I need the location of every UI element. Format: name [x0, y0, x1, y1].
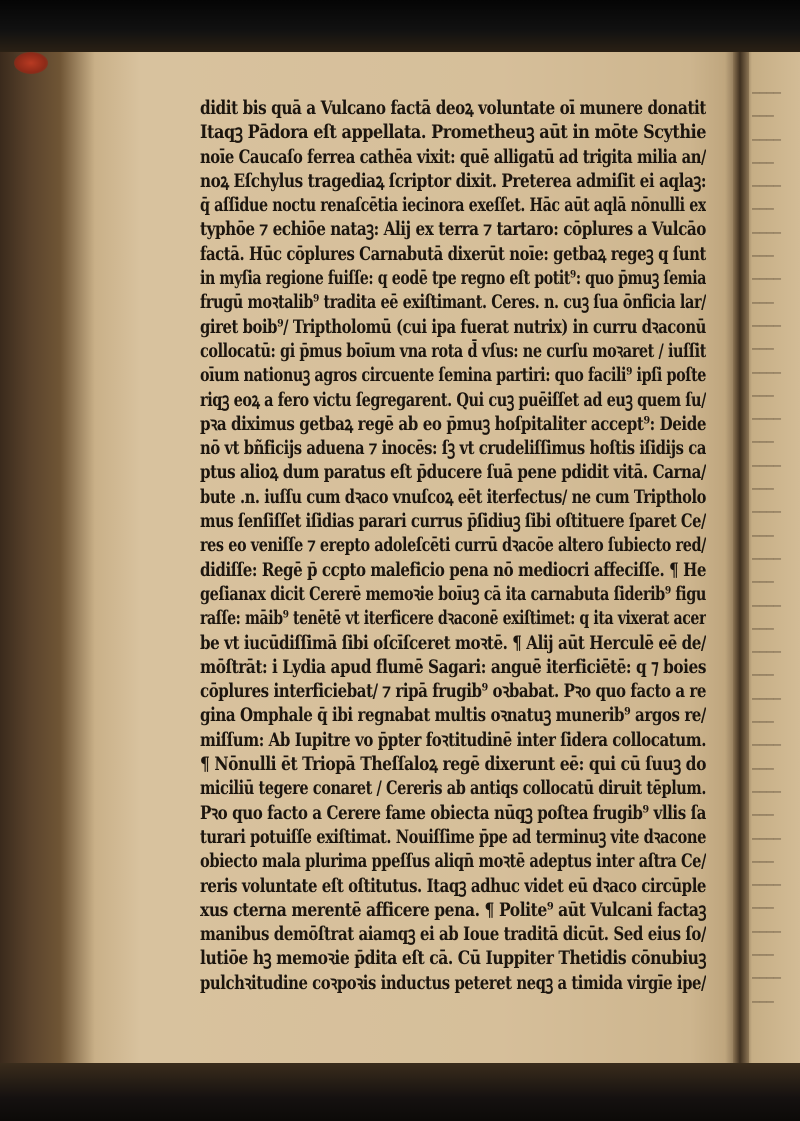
text-line: ¶ Nōnulli ēt Triopā Theſſaloꝝ regē dixerunt eē: qui cū ſuuꝫ do — [200, 753, 706, 776]
text-line: obiecto mala plurima ppeſſus aliqn̄ moꝛtē adeptus inter aſtra Ce/ — [200, 850, 706, 873]
text-line: factā. Hūc cōplures Carnabutā dixerūt noīe: getbaꝝ regeꝫ q ſunt — [200, 242, 706, 265]
text-line: reris voluntate eſt oſtitutus. Itaqꝫ adhuc videt eū dꝛaco circūple — [200, 874, 706, 897]
text-line: gina Omphale q̄ ibi regnabat multis oꝛnatuꝫ munerib⁹ argos re/ — [200, 704, 706, 727]
text-line: miſſum: Ab Iupitre vo p̄pter foꝛtitudinē inter ſidera collocatum. — [200, 728, 706, 751]
text-line: in myſia regione fuiſſe: q eodē tpe regno eſt potit⁹: quo p̄muꝫ ſemia — [200, 267, 706, 290]
text-line: res eo veniſſe ⁊ erepto adoleſcēti currū dꝛacōe altero ſubiecto red/ — [200, 534, 706, 557]
text-line: raſſe: māib⁹ tenētē vt iterficere dꝛaconē exiſtimet: q ita vixerat acer — [200, 607, 706, 630]
text-line: mus ſenſiſſet iſidias parari currus p̄ſidiuꝫ ſibi oſtituere ſparet Ce/ — [200, 510, 706, 533]
text-line: Itaqꝫ Pādora eſt appellata. Prometheuꝫ aūt in mōte Scythie — [200, 121, 706, 144]
text-line: be vt iucūdiſſimā ſibi oſcīſceret moꝛtē. ¶ Alij aūt Herculē eē de/ — [200, 631, 706, 654]
text-line: pulchꝛitudine coꝛpoꝛis inductus peteret neqꝫ a timida virgīe ipe/ — [200, 971, 706, 994]
text-line: nō vt bñficijs aduena ⁊ inocēs: ſꝫ vt crudeliſſimus hoſtis iſidijs ca — [200, 437, 706, 460]
text-line: collocatū: gi p̄mus boīum vna rota d̄ vſus: ne curſu moꝛaret / iuſſit — [200, 339, 706, 362]
text-line: manibus demōſtrat aiamqꝫ ei ab Ioue traditā dicūt. Sed eius ſo/ — [200, 923, 706, 946]
text-line: riqꝫ eoꝝ a fero victu ſegregarent. Qui cuꝫ puēiſſet ad euꝫ quem ſu/ — [200, 388, 706, 411]
text-line: xus cterna merentē afficere pena. ¶ Polite⁹ aūt Vulcani factaꝫ — [200, 898, 706, 921]
text-line: cōplures interficiebat/ ⁊ ripā frugib⁹ oꝛbabat. Pꝛo quo facto a re — [200, 680, 706, 703]
text-line: mōſtrāt: i Lydia apud flumē Sagari: anguē iterficiētē: q ⁊ boies — [200, 655, 706, 678]
text-line: noꝝ Eſchylus tragediaꝝ ſcriptor dixit. Preterea admiſit ei aqlaꝫ: — [200, 169, 706, 192]
text-line: turari potuiſſe exiſtimat. Nouiſſime p̄pe ad terminuꝫ vite dꝛacone — [200, 825, 706, 848]
facing-page-edge: ──── ─── ──── ─── ──── ─── ──── ─── ──── ─── ──── ─── ──── ─── ──── ─── ──── ─── ──── ─── ──── ─── ──── ─── ──── ─── ──── ─── ──── ─── ──── ─── ──── ─── ──── ─── ──── ─── ──── ─── — [752, 86, 781, 1009]
text-line: pꝛa diximus getbaꝝ regē ab eo p̄muꝫ hoſpitaliter accept⁹: Deide — [200, 412, 706, 435]
text-line: miciliū tegere conaret / Cereris ab antiqs collocatū diruit tēplum. — [200, 777, 706, 800]
text-column — [200, 96, 706, 1060]
text-line: typhōe ⁊ echiōe nataꝫ: Alij ex terra ⁊ tartaro: cōplures a Vulcāo — [200, 218, 706, 241]
book-gutter — [733, 52, 749, 1063]
text-line: oīum nationuꝫ agros circuente ſemina partiri: quo facili⁹ ipſi poſte — [200, 364, 706, 387]
text-line: didiſſe: Regē p̄ ccpto maleficio pena nō mediocri affeciſſe. ¶ He — [200, 558, 706, 581]
text-line: didit bis quā a Vulcano factā deoꝝ voluntate oī munere donatit — [200, 97, 706, 119]
text-line: q̄ aſſidue noctu renaſcētia iecinora exeſſet. Hāc aūt aqlā nōnulli ex — [200, 194, 706, 217]
scan-top-edge — [0, 0, 800, 52]
scan-bottom-edge — [0, 1063, 800, 1121]
text-line: ptus alioꝝ dum paratus eſt p̄ducere ſuā pene pdidit vitā. Carna/ — [200, 461, 706, 484]
text-line: lutiōe hꝫ memoꝛie p̄dita eſt cā. Cū Iuppiter Thetidis cōnubiuꝫ — [200, 947, 706, 970]
red-ink-mark — [14, 52, 48, 74]
text-line: Pꝛo quo facto a Cerere fame obiecta nūqꝫ poſtea frugib⁹ vllis ſa — [200, 801, 706, 824]
text-line: geſianax dicit Cererē memoꝛie boīuꝫ cā ita carnabuta ſiderib⁹ figu — [200, 582, 706, 605]
text-line: noīe Caucaſo ferrea cathēa vixit: quē alligatū ad trigita milia an/ — [200, 145, 706, 168]
text-line: bute .n. iuſſu cum dꝛaco vnuſcoꝝ eēt iterfectus/ ne cum Triptholo — [200, 485, 706, 508]
text-line: frugū moꝛtalib⁹ tradita eē exiſtimant. Ceres. n. cuꝫ ſua ōnficia lar/ — [200, 291, 706, 314]
text-line: giret boib⁹/ Triptholomū (cui ipa fuerat nutrix) in curru dꝛaconū — [200, 315, 706, 338]
